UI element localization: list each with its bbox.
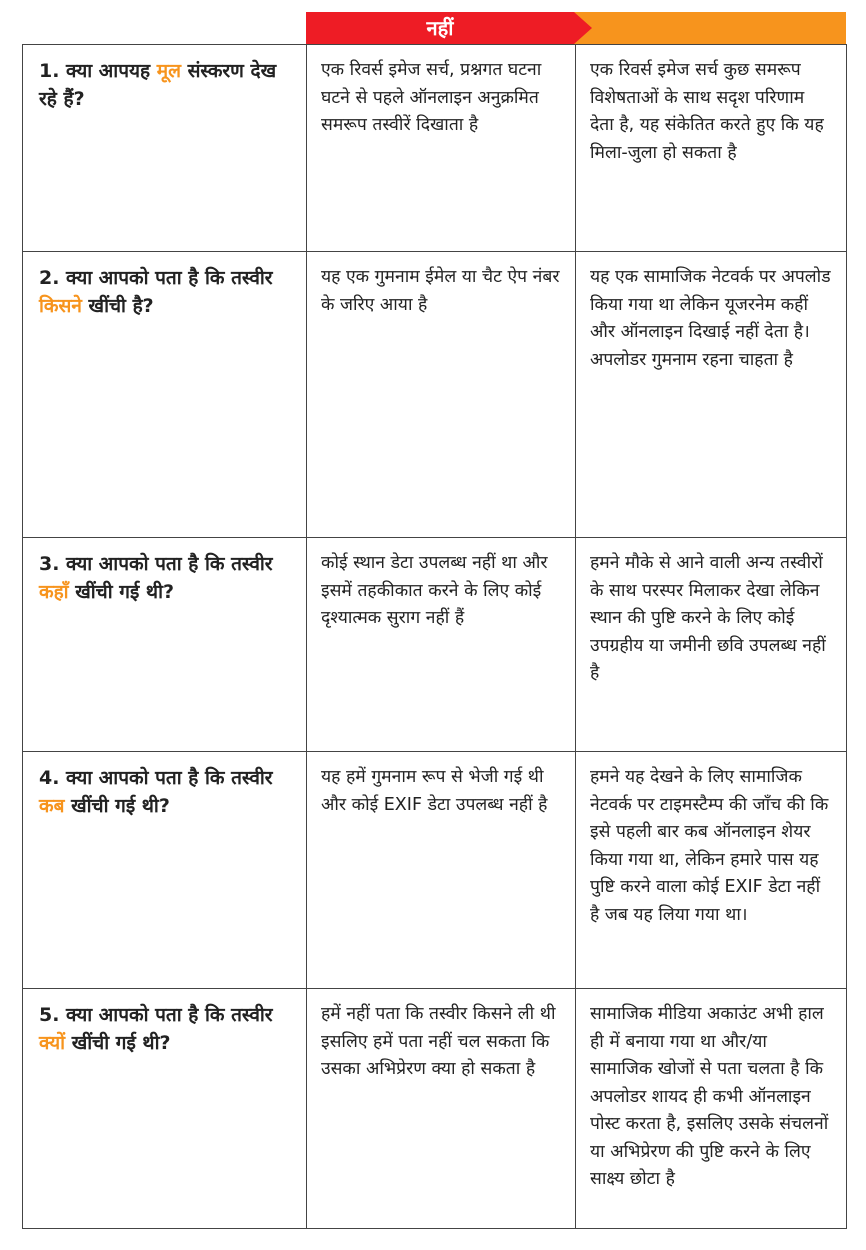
question-highlight: कहाँ [39, 581, 69, 603]
question-cell [23, 989, 307, 1229]
answer-cell: हमने यह देखने के लिए सामाजिक नेटवर्क पर टाइमस्टैम्प की जाँच की कि इसे पहली बार कब ऑनलाइन शेयर किया गया था, लेकिन हमारे पास यह पुष्टि करने वाला कोई EXIF डेटा नहीं है जब यह लिया गया था। [576, 752, 847, 989]
question-cell [23, 45, 307, 252]
question-text: संस्करण देख रहे हैं? [39, 60, 277, 110]
table-row [23, 252, 847, 538]
header-band [306, 12, 846, 44]
question-cell [23, 252, 307, 538]
question-text: 1. क्या आपयह [39, 60, 157, 82]
question-highlight: कब [39, 795, 65, 817]
question-text: खींची है? [81, 295, 154, 317]
answer-cell: एक रिवर्स इमेज सर्च कुछ समरूप विशेषताओं के साथ सदृश परिणाम देता है, यह संकेतित करते हुए कि यह मिला-जुला हो सकता है [576, 45, 847, 252]
question-cell [23, 752, 307, 989]
table-row [23, 45, 847, 252]
answer-cell: कोई स्थान डेटा उपलब्ध नहीं था और इसमें तहकीकात करने के लिए कोई दृश्यात्मक सुराग नहीं हैं [307, 538, 576, 752]
table-row [23, 989, 847, 1229]
table-row [23, 752, 847, 989]
question-cell [23, 538, 307, 752]
table-row [23, 538, 847, 752]
answer-cell: एक रिवर्स इमेज सर्च, प्रश्नगत घटना घटने से पहले ऑनलाइन अनुक्रमित समरूप तस्वीरें दिखाता है [307, 45, 576, 252]
header-label: नहीं [426, 16, 454, 40]
answer-cell: यह एक सामाजिक नेटवर्क पर अपलोड किया गया था लेकिन यूजरनेम कहीं और ऑनलाइन दिखाई नहीं देता है। अपलोडर गुमनाम रहना चाहता है [576, 252, 847, 538]
answer-cell: हमें नहीं पता कि तस्वीर किसने ली थी इसलिए हमें पता नहीं चल सकता कि उसका अभिप्रेरण क्या हो सकता है [307, 989, 576, 1229]
answer-cell: यह हमें गुमनाम रूप से भेजी गई थी और कोई EXIF डेटा उपलब्ध नहीं है [307, 752, 576, 989]
question-text: खींची गई थी? [68, 581, 175, 603]
question-highlight: किसने [39, 295, 82, 317]
answer-cell: यह एक गुमनाम ईमेल या चैट ऐप नंबर के जरिए आया है [307, 252, 576, 538]
answer-cell: हमने मौके से आने वाली अन्य तस्वीरों के साथ परस्पर मिलाकर देखा लेकिन स्थान की पुष्टि करने के लिए कोई उपग्रहीय या जमीनी छवि उपलब्ध नहीं है [576, 538, 847, 752]
question-text: 5. क्या आपको पता है कि तस्वीर [39, 1004, 273, 1026]
question-text: 4. क्या आपको पता है कि तस्वीर [39, 767, 273, 789]
question-highlight: मूल [156, 60, 181, 82]
verification-table [22, 44, 847, 1229]
question-text: 2. क्या आपको पता है कि तस्वीर [39, 267, 273, 289]
question-text: खींची गई थी? [64, 795, 170, 817]
answer-cell: सामाजिक मीडिया अकाउंट अभी हाल ही में बनाया गया था और/या सामाजिक खोजों से पता चलता है कि अपलोडर शायद ही कभी ऑनलाइन पोस्ट करता है, इसलिए उसके संचलनों या अभिप्रेरण की पुष्टि करने के लिए साक्ष्य छोटा है [576, 989, 847, 1229]
question-highlight: क्यों [39, 1032, 66, 1054]
question-text: 3. क्या आपको पता है कि तस्वीर [39, 553, 273, 575]
question-text: खींची गई थी? [65, 1032, 171, 1054]
